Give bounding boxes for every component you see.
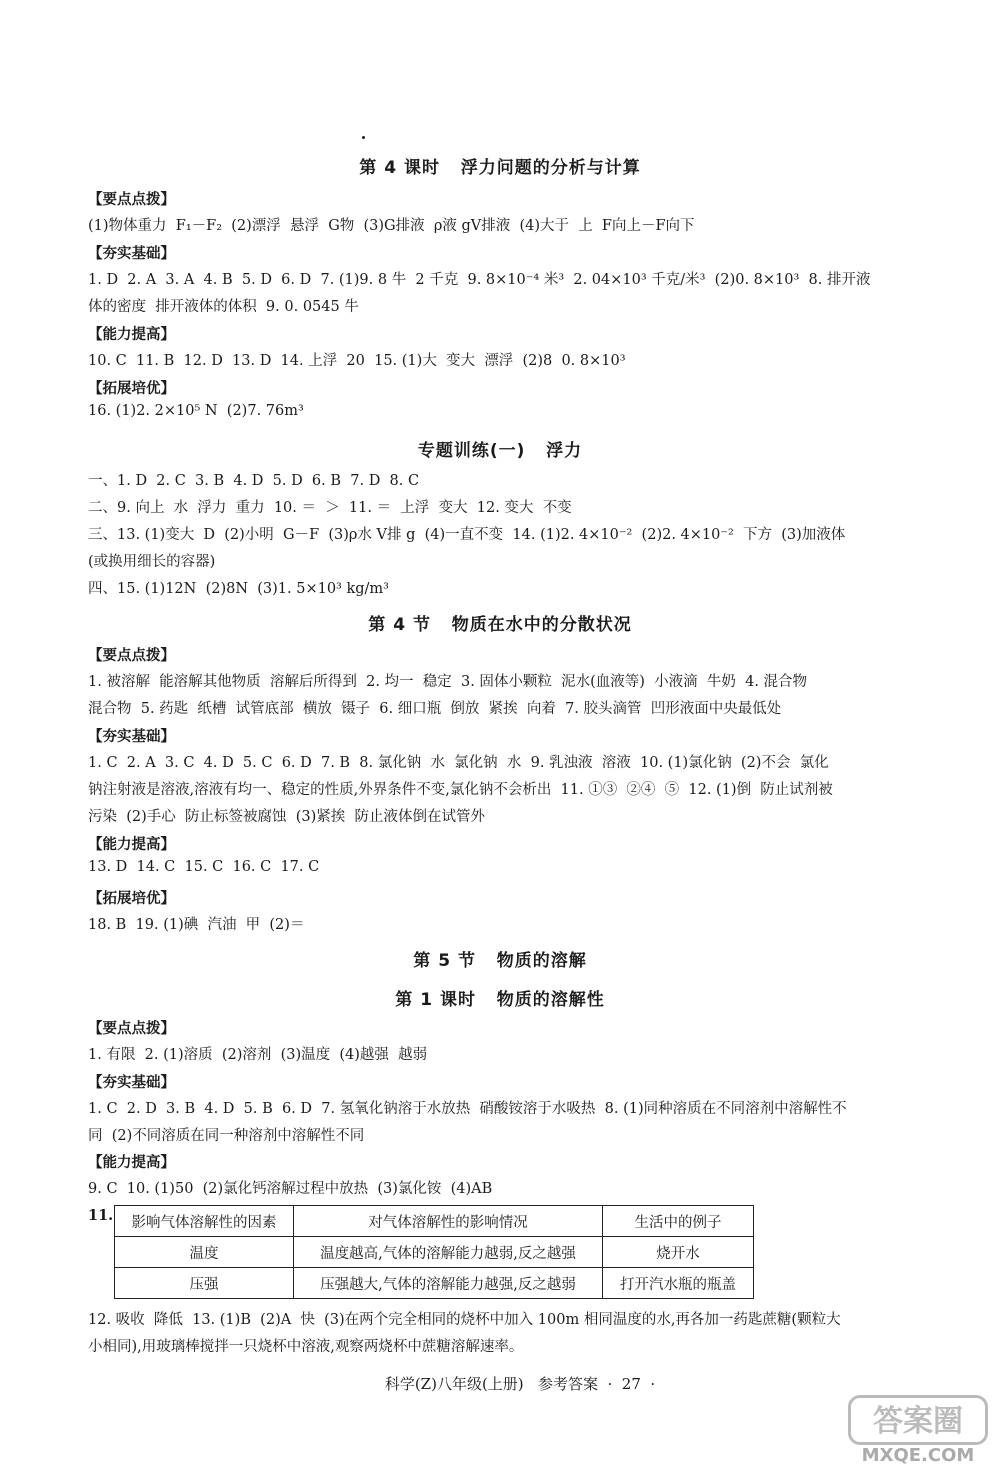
page-footer: 科学(Z)八年级(上册) 参考答案 · 27 · (384, 1375, 656, 1393)
heading-section5: 第 5 节 物质的溶解 (413, 951, 587, 971)
text-line: 二、9. 向上 水 浮力 重力 10. ＝ ＞ 11. ＝ 上浮 变大 12. 变大 不变 (88, 500, 572, 516)
table-cell: 压强 (115, 1268, 294, 1299)
text-line: (或换用细长的容器) (88, 554, 216, 570)
text-line: 18. B 19. (1)碘 汽油 甲 (2)＝ (88, 917, 305, 933)
text-line: 12. 吸收 降低 13. (1)B (2)A 快 (3)在两个完全相同的烧杯中加入 100m 相同温度的水,再各加一药匙蔗糖(颗粒大 (88, 1312, 841, 1328)
text-line: 钠注射液是溶液,溶液有均一、稳定的性质,外界条件不变,氯化钠不会析出 11. ①③ ②④ ⑤ 12. (1)倒 防止试剂被 (88, 782, 833, 798)
tag-basic: 【夯实基础】 (88, 729, 175, 745)
table-row (115, 1268, 754, 1299)
text-line: 体的密度 排开液体的体积 9. 0. 0545 牛 (88, 299, 359, 315)
text-line: 1. C 2. D 3. B 4. D 5. B 6. D 7. 氢氧化钠溶于水放热 硝酸铵溶于水吸热 8. (1)同种溶质在不同溶剂中溶解性不 (88, 1101, 847, 1117)
text-line: 小相同),用玻璃棒搅拌一只烧杯中溶液,观察两烧杯中蔗糖溶解速率。 (88, 1339, 524, 1355)
watermark-logo-text: 答案圈 (848, 1395, 988, 1445)
watermark-logo (848, 1395, 988, 1471)
tag-basic: 【夯实基础】 (88, 1075, 175, 1091)
tag-improve: 【能力提高】 (88, 327, 175, 343)
text-line: 1. D 2. A 3. A 4. B 5. D 6. D 7. (1)9. 8 牛 2 千克 9. 8×10⁻⁴ 米³ 2. 04×10³ 千克/米³ (2)0. 8×10³ 8. 排开液 (88, 272, 871, 288)
text-line: 同 (2)不同溶质在同一种溶剂中溶解性不同 (88, 1128, 365, 1144)
text-line: 污染 (2)手心 防止标签被腐蚀 (3)紧挨 防止液体倒在试管外 (88, 809, 485, 825)
text-line: 16. (1)2. 2×10⁵ N (2)7. 76m³ (88, 403, 304, 419)
table-cell: 打开汽水瓶的瓶盖 (603, 1268, 754, 1299)
question-11-label: 11. (88, 1207, 114, 1224)
tag-extend: 【拓展培优】 (88, 891, 175, 907)
heading-lesson1-solubility: 第 1 课时 物质的溶解性 (395, 990, 605, 1010)
text-line: 三、13. (1)变大 D (2)小明 G－F (3)ρ水 V排 g (4)一直不变 14. (1)2. 4×10⁻² (2)2. 4×10⁻² 下方 (3)加液体 (88, 527, 846, 543)
tag-key-points: 【要点点拨】 (88, 1021, 175, 1037)
tag-basic: 【夯实基础】 (88, 246, 175, 262)
table-cell: 温度 (115, 1237, 294, 1268)
text-line: 混合物 5. 药匙 纸槽 试管底部 横放 镊子 6. 细口瓶 倒放 紧挨 向着 7. 胶头滴管 凹形液面中央最低处 (88, 701, 782, 717)
text-line: 1. 被溶解 能溶解其他物质 溶解后所得到 2. 均一 稳定 3. 固体小颗粒 泥水(血液等) 小液滴 牛奶 4. 混合物 (88, 674, 808, 690)
tag-improve: 【能力提高】 (88, 837, 175, 853)
text-line: 四、15. (1)12N (2)8N (3)1. 5×10³ kg/m³ (88, 581, 389, 597)
tag-key-points: 【要点点拨】 (88, 648, 175, 664)
table-header-row (115, 1206, 754, 1237)
text-line: 1. 有限 2. (1)溶质 (2)溶剂 (3)温度 (4)越强 越弱 (88, 1047, 428, 1063)
text-line: 13. D 14. C 15. C 16. C 17. C (88, 859, 320, 875)
heading-lesson4-buoyancy: 第 4 课时 浮力问题的分析与计算 (359, 158, 641, 178)
text-line: 9. C 10. (1)50 (2)氯化钙溶解过程中放热 (3)氯化铵 (4)AB (88, 1181, 493, 1197)
table-header: 影响气体溶解性的因素 (115, 1206, 294, 1237)
table-header: 生活中的例子 (603, 1206, 754, 1237)
table-header: 对气体溶解性的影响情况 (294, 1206, 603, 1237)
text-line: 1. C 2. A 3. C 4. D 5. C 6. D 7. B 8. 氯化钠 水 氯化钠 水 9. 乳浊液 溶液 10. (1)氯化钠 (2)不会 氯化 (88, 755, 829, 771)
tag-improve: 【能力提高】 (88, 1155, 175, 1171)
tag-key-points: 【要点点拨】 (88, 192, 175, 208)
text-line: 一、1. D 2. C 3. B 4. D 5. D 6. B 7. D 8. C (88, 473, 420, 489)
text-line: (1)物体重力 F₁－F₂ (2)漂浮 悬浮 G物 (3)G排液 ρ液 gV排液 (4)大于 上 F向上－F向下 (88, 218, 695, 234)
table-row (115, 1237, 754, 1268)
gas-solubility-table (114, 1205, 754, 1299)
watermark-url: MXQE.COM (861, 1445, 975, 1466)
stray-dot (362, 136, 365, 139)
table-cell: 压强越大,气体的溶解能力越强,反之越弱 (294, 1268, 603, 1299)
table-cell: 温度越高,气体的溶解能力越弱,反之越强 (294, 1237, 603, 1268)
tag-extend: 【拓展培优】 (88, 381, 175, 397)
table-cell: 烧开水 (603, 1237, 754, 1268)
heading-section4: 第 4 节 物质在水中的分散状况 (368, 615, 632, 635)
text-line: 10. C 11. B 12. D 13. D 14. 上浮 20 15. (1)大 变大 漂浮 (2)8 0. 8×10³ (88, 353, 626, 369)
heading-special-training: 专题训练(一) 浮力 (417, 441, 583, 461)
